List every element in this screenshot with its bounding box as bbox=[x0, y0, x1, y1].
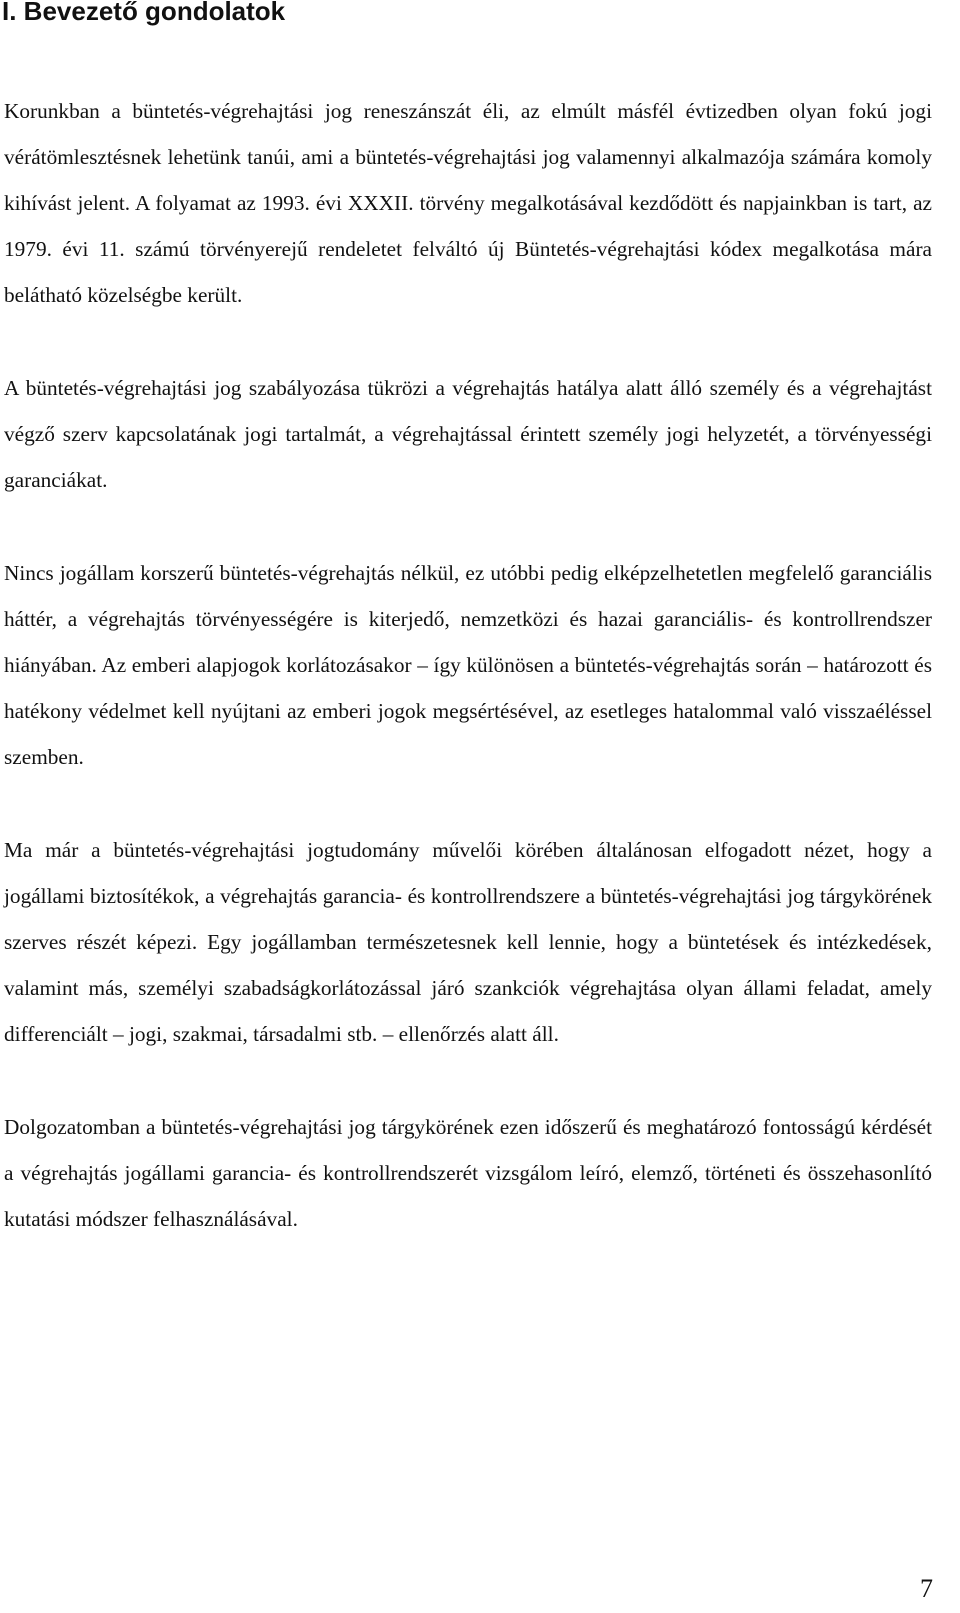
page-number: 7 bbox=[920, 1574, 933, 1603]
chapter-heading: I. Bevezető gondolatok bbox=[2, 0, 286, 26]
document-page bbox=[4, 0, 932, 1242]
paragraph-1: Korunkban a büntetés-végrehajtási jog reneszánszát éli, az elmúlt másfél évtizedben olyan fokú jogi vérátömlesztésnek lehetünk tanúi, ami a büntetés-végrehajtási jog valamennyi alkalmazója számára komoly kihívást jelent. A folyamat az 1993. évi XXXII. törvény megalkotásával kezdődött és napjainkban is tart, az 1979. évi 11. számú törvényerejű rendeletet felváltó új Büntetés-végrehajtási kódex megalkotása mára belátható közelségbe került. bbox=[4, 99, 932, 307]
paragraph-2: A büntetés-végrehajtási jog szabályozása tükrözi a végrehajtás hatálya alatt álló személy és a végrehajtást végző szerv kapcsolatának jogi tartalmát, a végrehajtással érintett személy jogi helyzetét, a törvényességi garanciákat. bbox=[4, 376, 932, 492]
paragraph-4: Ma már a büntetés-végrehajtási jogtudomány művelői körében általánosan elfogadott nézet, hogy a jogállami biztosítékok, a végrehajtás garancia- és kontrollrendszere a büntetés-végrehajtási jog tárgykörének szerves részét képezi. Egy jogállamban természetesnek kell lennie, hogy a büntetések és intézkedések, valamint más, személyi szabadságkorlátozással járó szankciók végrehajtása olyan állami feladat, amely differenciált – jogi, szakmai, társadalmi stb. – ellenőrzés alatt áll. bbox=[4, 838, 932, 1046]
paragraph-3: Nincs jogállam korszerű büntetés-végrehajtás nélkül, ez utóbbi pedig elképzelhetetlen megfelelő garanciális háttér, a végrehajtás törvényességére is kiterjedő, nemzetközi és hazai garanciális- és kontrollrendszer hiányában. Az emberi alapjogok korlátozásakor – így különösen a büntetés-végrehajtás során – határozott és hatékony védelmet kell nyújtani az emberi jogok megsértésével, az esetleges hatalommal való visszaéléssel szemben. bbox=[4, 561, 932, 769]
paragraph-5: Dolgozatomban a büntetés-végrehajtási jog tárgykörének ezen időszerű és meghatározó fontosságú kérdését a végrehajtás jogállami garancia- és kontrollrendszerét vizsgálom leíró, elemző, történeti és összehasonlító kutatási módszer felhasználásával. bbox=[4, 1115, 932, 1231]
